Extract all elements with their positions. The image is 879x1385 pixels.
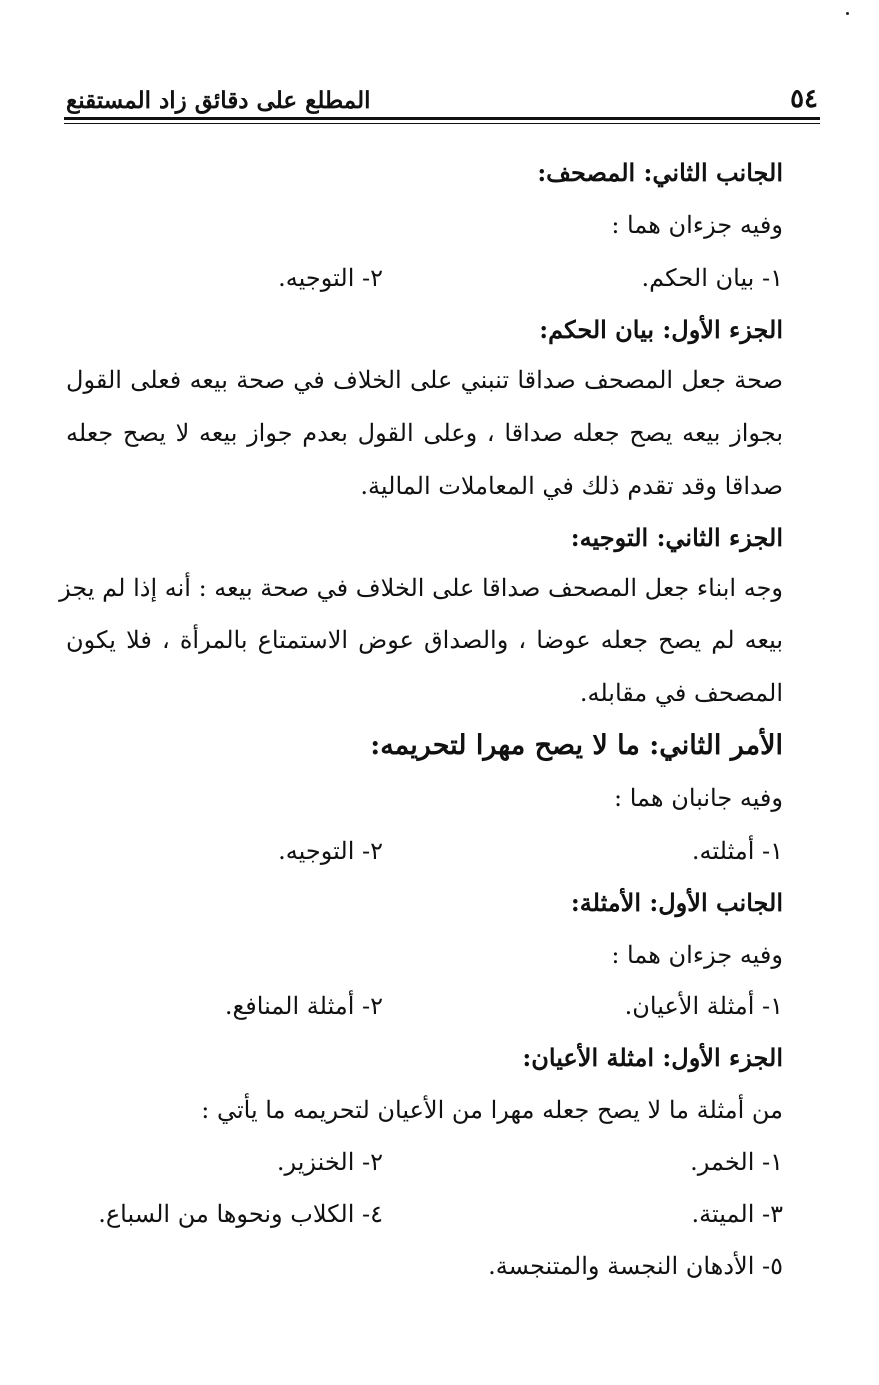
text-line: وفيه جزءان هما : bbox=[611, 211, 783, 239]
header-rule-thick bbox=[64, 117, 820, 120]
paragraph-line: بيعه لم يصح جعله عوضا ، والصداق عوض الاستمتاع بالمرأة ، فلا يكون bbox=[66, 626, 783, 654]
subsection-heading: الجزء الأول: امثلة الأعيان: bbox=[522, 1043, 783, 1072]
section-heading: الجانب الثاني: المصحف: bbox=[537, 158, 783, 187]
list-pair bbox=[66, 1194, 783, 1234]
text-line: وفيه جزءان هما : bbox=[611, 941, 783, 969]
list-pair bbox=[66, 258, 783, 298]
list-item: ١- أمثلته. bbox=[691, 837, 783, 865]
paragraph-line: بجواز بيعه يصح جعله صداقا ، وعلى القول بعدم جواز بيعه لا يصح جعله bbox=[66, 419, 783, 447]
list-item: ٥- الأدهان النجسة والمتنجسة. bbox=[488, 1252, 783, 1280]
text-line: من أمثلة ما لا يصح جعله مهرا من الأعيان لتحريمه ما يأتي : bbox=[201, 1096, 783, 1124]
paragraph-line: صحة جعل المصحف صداقا تنبني على الخلاف في صحة بيعه فعلى القول bbox=[66, 366, 783, 394]
list-item: ١- الخمر. bbox=[690, 1148, 783, 1176]
scan-speck bbox=[846, 12, 849, 15]
list-item: ٢- الخنزير. bbox=[276, 1148, 383, 1176]
subsection-heading: الجزء الثاني: التوجيه: bbox=[570, 523, 783, 552]
list-pair bbox=[66, 986, 783, 1026]
list-item: ٢- التوجيه. bbox=[278, 264, 383, 292]
section-heading: الجانب الأول: الأمثلة: bbox=[570, 888, 783, 917]
list-item: ٣- الميتة. bbox=[691, 1200, 783, 1228]
list-item: ١- أمثلة الأعيان. bbox=[624, 992, 783, 1020]
list-item: ٢- أمثلة المنافع. bbox=[224, 992, 383, 1020]
list-item: ٢- التوجيه. bbox=[278, 837, 383, 865]
paragraph-line: صداقا وقد تقدم ذلك في المعاملات المالية. bbox=[360, 472, 783, 500]
list-pair bbox=[66, 831, 783, 871]
list-item: ٤- الكلاب ونحوها من السباع. bbox=[98, 1200, 383, 1228]
paragraph-line: وجه ابناء جعل المصحف صداقا على الخلاف في صحة بيعه : أنه إذا لم يجز bbox=[59, 574, 783, 602]
paragraph-line: المصحف في مقابله. bbox=[579, 679, 783, 707]
page-header bbox=[66, 82, 818, 114]
major-heading: الأمر الثاني: ما لا يصح مهرا لتحريمه: bbox=[370, 730, 783, 761]
header-rule-thin bbox=[64, 123, 820, 124]
page-number: ٥٤ bbox=[790, 84, 818, 114]
running-title: المطلع على دقائق زاد المستقنع bbox=[66, 87, 371, 114]
list-item: ١- بيان الحكم. bbox=[641, 264, 783, 292]
subsection-heading: الجزء الأول: بيان الحكم: bbox=[539, 315, 783, 344]
list-pair bbox=[66, 1142, 783, 1182]
text-line: وفيه جانبان هما : bbox=[614, 784, 783, 812]
